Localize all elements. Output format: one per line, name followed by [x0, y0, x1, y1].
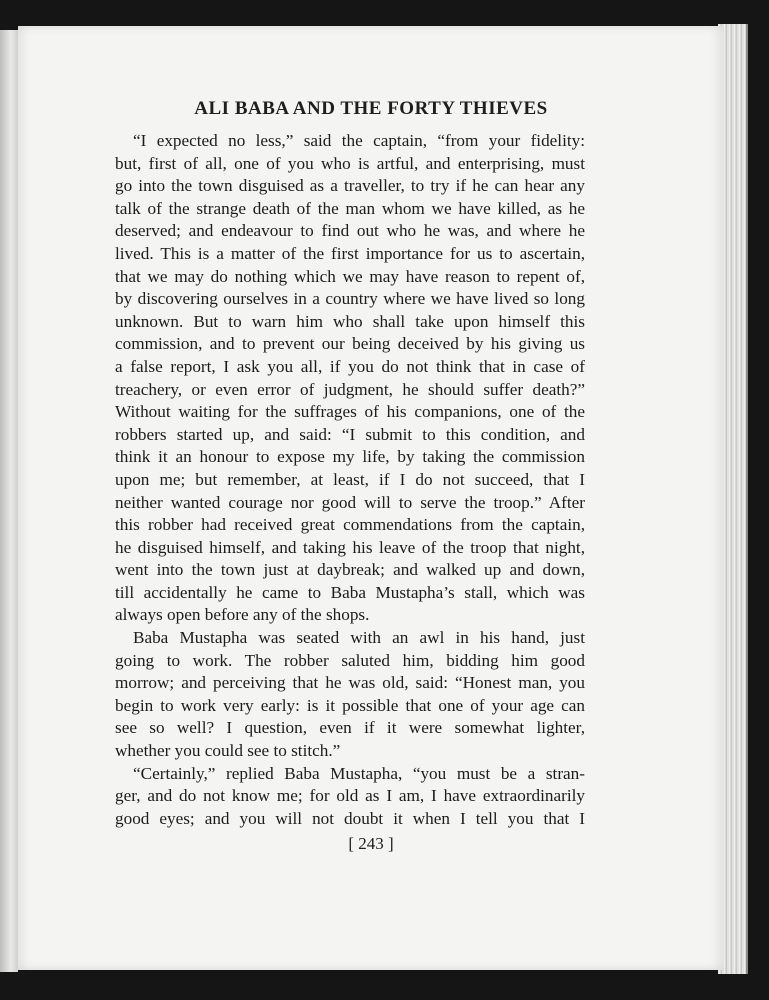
text-line: treachery, or even error of judgment, he should suffer death?” [115, 379, 585, 399]
text-line: talk of the strange death of the man whom we have killed, as he [115, 198, 585, 218]
text-line: think it an honour to expose my life, by taking the commission [115, 447, 585, 467]
text-line: morrow; and perceiving that he was old, said: “Honest man, you [115, 673, 585, 693]
facing-page-edge [0, 30, 18, 972]
text-line: upon me; but remember, at least, if I do not succeed, that I [115, 469, 585, 489]
text-line: lived. This is a matter of the first importance for us to ascertain, [115, 243, 585, 263]
text-line: “Certainly,” replied Baba Mustapha, “you must be a stran- [133, 763, 585, 783]
text-line: always open before any of the shops. [115, 605, 370, 625]
text-line: a false report, I ask you all, if you do not think that in case of [115, 356, 585, 376]
paragraph [115, 627, 585, 763]
text-line: that we may do nothing which we may have reason to repent of, [115, 266, 585, 286]
running-head: ALI BABA AND THE FORTY THIEVES [194, 98, 548, 119]
text-line: ger, and do not know me; for old as I am, I have extraordinarily [115, 786, 585, 806]
text-line: robbers started up, and said: “I submit to this condition, and [115, 424, 585, 444]
text-line: this robber had received great commendations from the captain, [115, 515, 585, 535]
text-line: by discovering ourselves in a country where we have lived so long [115, 289, 585, 309]
body-text [115, 130, 585, 830]
text-line: but, first of all, one of you who is artful, and enterprising, must [115, 153, 585, 173]
text-line: went into the town just at daybreak; and walked up and down, [115, 560, 585, 580]
paragraph [115, 763, 585, 831]
text-line: unknown. But to warn him who shall take upon himself this [115, 311, 585, 331]
text-line: he disguised himself, and taking his leave of the troop that night, [115, 537, 585, 557]
text-line: see so well? I question, even if it were somewhat lighter, [115, 718, 585, 738]
paragraph [115, 130, 585, 627]
text-line: whether you could see to stitch.” [115, 741, 341, 761]
text-line: begin to work very early: is it possible that one of your age can [115, 695, 585, 715]
text-line: good eyes; and you will not doubt it when I tell you that I [115, 808, 585, 828]
text-line: commission, and to prevent our being deceived by his giving us [115, 334, 585, 354]
text-line: till accidentally he came to Baba Mustapha’s stall, which was [115, 582, 585, 602]
text-line: deserved; and endeavour to find out who he was, and where he [115, 221, 585, 241]
text-line: going to work. The robber saluted him, bidding him good [115, 650, 585, 670]
text-line: “I expected no less,” said the captain, “from your fidelity: [133, 131, 585, 150]
text-line: neither wanted courage nor good will to serve the troop.” After [115, 492, 585, 512]
page-number: [ 243 ] [348, 834, 394, 853]
text-line: go into the town disguised as a traveller, to try if he can hear any [115, 176, 585, 196]
text-line: Baba Mustapha was seated with an awl in his hand, just [133, 628, 585, 648]
text-line: Without waiting for the suffrages of his companions, one of the [115, 402, 585, 422]
